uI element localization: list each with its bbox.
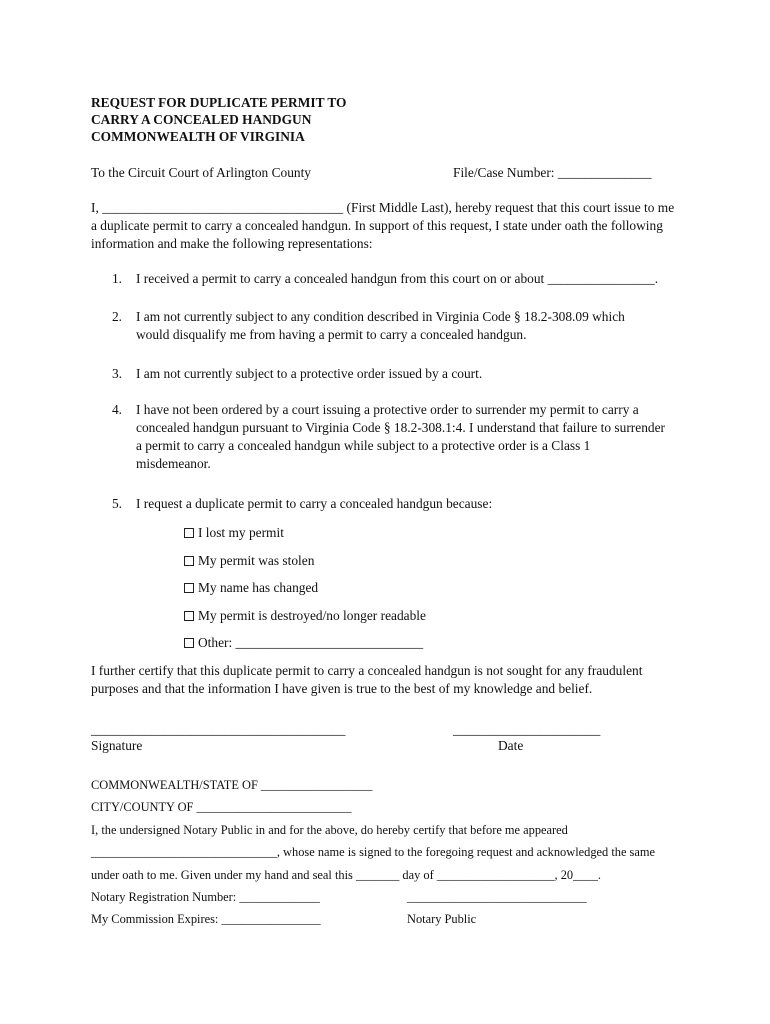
item-number: 5. <box>111 496 122 511</box>
signature-line[interactable]: ______________________________________ <box>91 722 346 737</box>
court-name: To the Circuit Court of Arlington County <box>91 165 311 180</box>
intro-paragraph: I, ____________________________________ (First Middle Last), hereby request that this court issue to me a duplicate permit to carry a concealed handgun. In support of this request, I state under oath the following information and make the following representations: <box>91 200 675 251</box>
checkbox-icon[interactable] <box>184 638 194 648</box>
reason-option-other[interactable] <box>184 634 423 652</box>
reason-label: My name has changed <box>198 580 319 595</box>
reason-label: My permit was stolen <box>198 553 315 568</box>
item-text: I request a duplicate permit to carry a concealed handgun because: <box>136 496 493 511</box>
notary-certify-text: I, the undersigned Notary Public in and for the above, do hereby certify that before me appeared <box>91 823 568 837</box>
notary-signature-line[interactable]: _____________________________ <box>407 890 587 904</box>
state-field[interactable]: COMMONWEALTH/STATE OF __________________ <box>91 778 373 792</box>
appeared-name-field[interactable]: ______________________________, whose name is signed to the foregoing request and acknowledged the same <box>91 845 656 859</box>
item-text: I have not been ordered by a court issuing a protective order to surrender my permit to carry a concealed handgun pursuant to Virginia Code § 18.2-308.1:4. I understand that failure to surrender a permit to carry a concealed handgun while subject to a protective order is a Class 1 misdemeanor. <box>136 402 665 471</box>
checkbox-icon[interactable] <box>184 528 194 538</box>
reason-label: My permit is destroyed/no longer readable <box>198 608 426 623</box>
checkbox-icon[interactable] <box>184 611 194 621</box>
registration-number-field[interactable]: Notary Registration Number: _____________ <box>91 890 320 904</box>
document-title <box>91 94 346 145</box>
reason-option-stolen[interactable] <box>184 552 314 570</box>
oath-date-field[interactable]: under oath to me. Given under my hand and seal this _______ day of ___________________, 20____. <box>91 868 602 882</box>
item-number: 2. <box>111 309 122 324</box>
county-field[interactable]: CITY/COUNTY OF _________________________ <box>91 800 352 814</box>
date-line[interactable]: ______________________ <box>453 722 601 737</box>
title-line-1: REQUEST FOR DUPLICATE PERMIT TO <box>91 95 347 110</box>
certification-paragraph: I further certify that this duplicate permit to carry a concealed handgun is not sought for any fraudulent purposes and that the information I have given is true to the best of my knowledge and belief. <box>91 663 643 696</box>
reason-option-name-changed[interactable] <box>184 579 318 597</box>
reason-option-destroyed[interactable] <box>184 607 426 625</box>
item-number: 3. <box>111 366 122 381</box>
reason-option-lost[interactable] <box>184 524 284 542</box>
date-label: Date <box>498 738 524 753</box>
case-number-field[interactable]: File/Case Number: ______________ <box>453 165 652 180</box>
reason-label: I lost my permit <box>198 525 284 540</box>
checkbox-icon[interactable] <box>184 556 194 566</box>
signature-label: Signature <box>91 738 143 753</box>
notary-public-label: Notary Public <box>407 912 477 926</box>
reason-label: Other: ____________________________ <box>198 635 424 650</box>
item-text: I am not currently subject to any condition described in Virginia Code § 18.2-308.09 which would disqualify me from having a permit to carry a concealed handgun. <box>136 309 625 342</box>
checkbox-icon[interactable] <box>184 583 194 593</box>
commission-expires-field[interactable]: My Commission Expires: ________________ <box>91 912 321 926</box>
title-line-3: COMMONWEALTH OF VIRGINIA <box>91 129 305 144</box>
title-line-2: CARRY A CONCEALED HANDGUN <box>91 112 312 127</box>
item-text: I received a permit to carry a concealed handgun from this court on or about ________________. <box>136 271 659 286</box>
item-number: 1. <box>111 271 122 286</box>
item-number: 4. <box>111 402 122 417</box>
item-text: I am not currently subject to a protective order issued by a court. <box>136 366 483 381</box>
